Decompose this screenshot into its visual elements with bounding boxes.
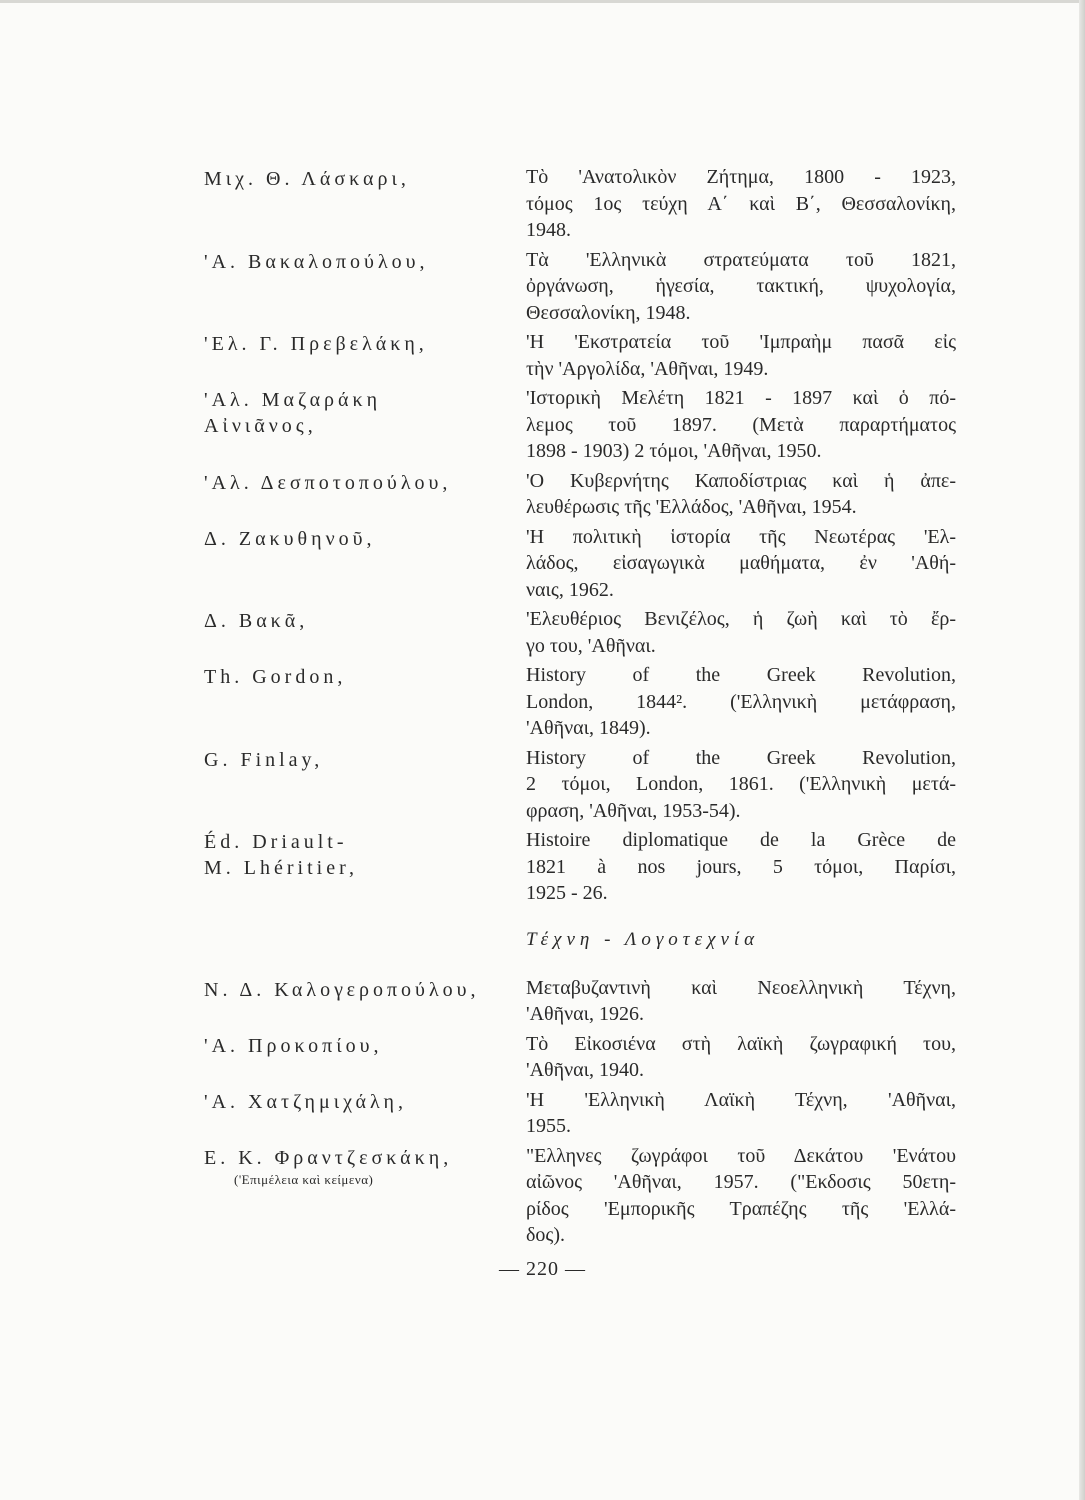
work-line: 'Αθῆναι, 1926. [526,1003,644,1025]
work-line: 'Ο Κυβερνήτης Καποδίστριας καὶ ἡ ἀπε- [526,469,956,492]
author-line: Ν. Δ. Καλογεροπούλου, [204,978,480,1001]
author-line: 'Αλ. Δεσποτοπούλου, [204,471,452,494]
bibliography-entry [204,1031,956,1084]
work-line: φραση, 'Αθῆναι, 1953-54). [526,799,741,822]
bibliography-history [204,164,956,907]
bibliography-entry [204,1087,956,1140]
work-line: History of the Greek Revolution, [526,746,956,769]
work-line: 'Ελευθέριος Βενιζέλος, ἡ ζωὴ καὶ τὸ ἔρ- [526,608,956,630]
work-line: τὴν 'Αργολίδα, 'Αθῆναι, 1949. [526,357,769,380]
entry-work [526,827,956,907]
work-line: 'Αθῆναι, 1940. [526,1059,644,1081]
author-line: Th. Gordon, [204,666,347,688]
author-note: ('Επιμέλεια καὶ κείμενα) [234,1171,374,1187]
entry-work [526,247,956,327]
entry-work [526,164,956,244]
bibliography-entry [204,247,956,327]
work-line: 1898 - 1903) 2 τόμοι, 'Αθῆναι, 1950. [526,440,822,462]
bibliography-entry [204,164,956,244]
entry-author [204,1031,526,1084]
work-line: 1925 - 26. [526,882,608,904]
bibliography [204,164,956,1252]
work-line: 1955. [526,1115,571,1137]
bibliography-art-literature [204,975,956,1249]
entry-author [204,247,526,327]
author-line: Ε. Κ. Φραντζεσκάκη, [204,1146,453,1169]
entry-author [204,524,526,604]
work-line: 'Αθῆναι, 1849). [526,717,651,739]
entry-work [526,1143,956,1249]
work-line: History of the Greek Revolution, [526,664,956,686]
work-line: Τὸ Εἰκοσιένα στὴ λαϊκὴ ζωγραφική του, [526,1032,956,1055]
bibliography-entry [204,745,956,825]
entry-author [204,385,526,465]
author-line: 'Α. Βακαλοπούλου, [204,250,429,273]
entry-work [526,975,956,1028]
work-line: 'Η 'Εκστρατεία τοῦ 'Ιμπραὴμ πασᾶ εἰς [526,331,956,353]
bibliography-entry [204,385,956,465]
work-line: 1821 à nos jours, 5 τόμοι, Παρίσι, [526,855,956,878]
work-line: ρίδος 'Εμπορικῆς Τραπέζης τῆς 'Ελλά- [526,1197,956,1220]
entry-author [204,745,526,825]
author-line: 'Α. Χατζημιχάλη, [204,1090,407,1113]
work-line: γο του, 'Αθῆναι. [526,634,656,657]
entry-work [526,468,956,521]
author-line: G. Finlay, [204,748,324,771]
bibliography-entry [204,468,956,521]
entry-author [204,827,526,907]
author-line: 'Α. Προκοπίου, [204,1034,383,1057]
work-line: Μεταβυζαντινὴ καὶ Νεοελληνικὴ Τέχνη, [526,976,956,999]
bibliography-entry [204,329,956,382]
entry-work [526,606,956,659]
author-line: Δ. Βακᾶ, [204,610,309,632]
work-line: 2 τόμοι, London, 1861. ('Ελληνικὴ μετά- [526,773,956,795]
author-line: Δ. Ζακυθηνοῦ, [204,527,376,550]
entry-work [526,385,956,465]
entry-work [526,1031,956,1084]
author-line: 'Αλ. Μαζαράκη [204,389,382,411]
author-line: Αἰνιᾶνος, [204,415,317,437]
entry-work [526,329,956,382]
work-line: Τὸ 'Ανατολικὸν Ζήτημα, 1800 - 1923, [526,166,956,188]
work-line: London, 1844². ('Ελληνικὴ μετάφραση, [526,690,956,713]
work-line: Τὰ 'Ελληνικὰ στρατεύματα τοῦ 1821, [526,248,956,271]
work-line: λευθέρωσις τῆς 'Ελλάδος, 'Αθῆναι, 1954. [526,496,857,518]
entry-work [526,1087,956,1140]
author-line: M. Lhéritier, [204,857,358,879]
entry-author [204,1143,526,1249]
entry-work [526,524,956,604]
bibliography-entry [204,975,956,1028]
work-line: "Ελληνες ζωγράφοι τοῦ Δεκάτου 'Ενάτου [526,1144,956,1167]
section-heading: Τέχνη - Λογοτεχνία [526,928,760,950]
work-line: 1948. [526,219,571,241]
page-number: — 220 — [499,1258,586,1280]
entry-author [204,1087,526,1140]
entry-work [526,745,956,825]
entry-author [204,468,526,521]
entry-author [204,606,526,659]
author-line: Μιχ. Θ. Λάσκαρι, [204,168,410,190]
work-line: Histoire diplomatique de la Grèce de [526,829,956,851]
entry-author [204,975,526,1028]
work-line: αἰῶνος 'Αθῆναι, 1957. ("Εκδοσις 50ετη- [526,1171,956,1193]
entry-work [526,662,956,742]
work-line: 'Ιστορικὴ Μελέτη 1821 - 1897 καὶ ὁ πό- [526,387,956,409]
entry-author [204,662,526,742]
entry-author [204,329,526,382]
bibliography-entry [204,827,956,907]
work-line: Θεσσαλονίκη, 1948. [526,301,691,324]
work-line: ναις, 1962. [526,578,614,601]
bibliography-entry [204,1143,956,1249]
work-line: ὀργάνωση, ἡγεσία, τακτική, ψυχολογία, [526,275,956,297]
entry-author [204,164,526,244]
work-line: τόμος 1ος τεύχη Α΄ καὶ Β΄, Θεσσαλονίκη, [526,192,956,215]
author-line: Éd. Driault- [204,831,348,853]
work-line: 'Η 'Ελληνικὴ Λαϊκὴ Τέχνη, 'Αθῆναι, [526,1088,956,1111]
work-line: δος). [526,1224,566,1246]
work-line: λεμος τοῦ 1897. (Μετὰ παραρτήματος [526,413,956,436]
bibliography-entry [204,606,956,659]
bibliography-entry [204,524,956,604]
page-edge [0,0,1085,3]
work-line: 'Η πολιτικὴ ἱστορία τῆς Νεωτέρας 'Ελ- [526,525,956,548]
author-line: 'Ελ. Γ. Πρεβελάκη, [204,333,428,355]
work-line: λάδος, εἰσαγωγικὰ μαθήματα, ἐν 'Αθή- [526,552,956,574]
bibliography-entry [204,662,956,742]
